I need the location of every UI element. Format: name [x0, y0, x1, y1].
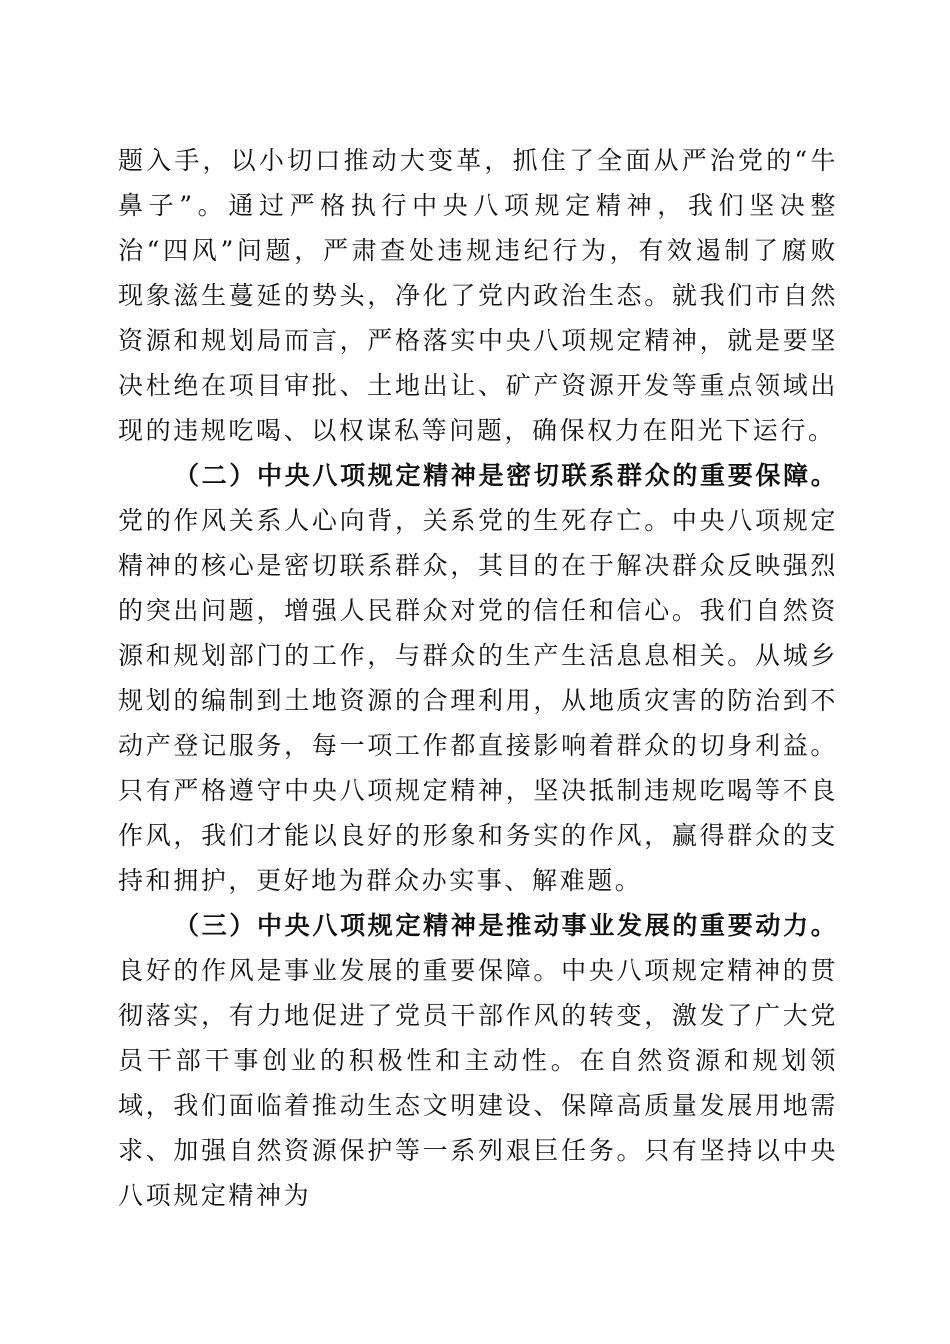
- paragraph-body: 良好的作风是事业发展的重要保障。中央八项规定精神的贯彻落实，有力地促进了党员干部作风的转变，激发了广大党员干部干事创业的积极性和主动性。在自然资源和规划领域，我们面临着推动生态文明建设、保障高质量发展用地需求、加强自然资源保护等一系列艰巨任务。只有坚持以中央八项规定精神为: [118, 956, 838, 1210]
- section-heading: （二）中央八项规定精神是密切联系群众的重要保障。: [174, 461, 838, 490]
- section-heading: （三）中央八项规定精神是推动事业发展的重要动力。: [174, 911, 838, 940]
- paragraph-section-2: [118, 453, 838, 903]
- document-page: [118, 138, 838, 1218]
- paragraph-continuation: [118, 138, 838, 453]
- paragraph-body: 党的作风关系人心向背，关系党的生死存亡。中央八项规定精神的核心是密切联系群众，其目的在于解决群众反映强烈的突出问题，增强人民群众对党的信任和信心。我们自然资源和规划部门的工作，与群众的生产生活息息相关。从城乡规划的编制到土地资源的合理利用，从地质灾害的防治到不动产登记服务，每一项工作都直接影响着群众的切身利益。只有严格遵守中央八项规定精神，坚决抵制违规吃喝等不良作风，我们才能以良好的形象和务实的作风，赢得群众的支持和拥护，更好地为群众办实事、解难题。: [118, 506, 838, 895]
- paragraph-body: 题入手，以小切口推动大变革，抓住了全面从严治党的“牛鼻子”。通过严格执行中央八项规定精神，我们坚决整治“四风”问题，严肃查处违规违纪行为，有效遏制了腐败现象滋生蔓延的势头，净化了党内政治生态。就我们市自然资源和规划局而言，严格落实中央八项规定精神，就是要坚决杜绝在项目审批、土地出让、矿产资源开发等重点领域出现的违规吃喝、以权谋私等问题，确保权力在阳光下运行。: [118, 146, 838, 445]
- paragraph-section-3: [118, 903, 838, 1218]
